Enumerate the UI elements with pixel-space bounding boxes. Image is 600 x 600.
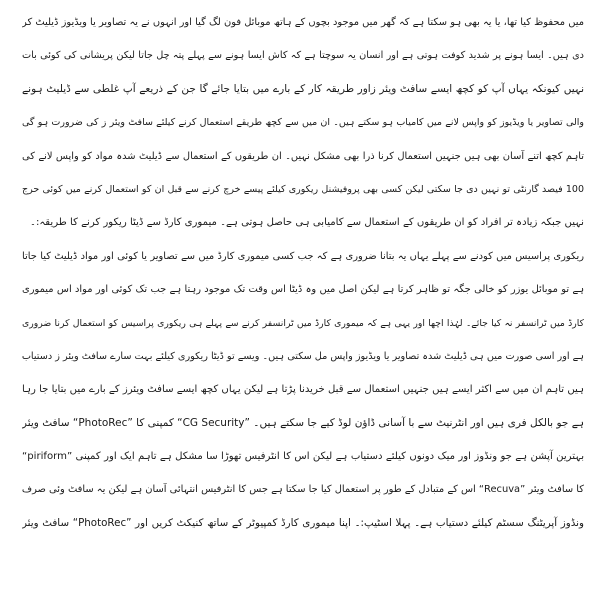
text-line: کا سافٹ ویئر ”Recuva“ اس کے متبادل کے طور پر استعمال کیا جا سکتا ہے جس کا انٹرفیس انتہائی آسان ہے لیکن یہ سافٹ وئی صرف xyxy=(22,484,584,496)
text-line: ہے جو بالکل فری ہیں اور انٹرنیٹ سے با آسانی ڈاؤن لوڈ کیے جا سکتے ہیں۔ ”CG Security“ کمپنی کا ”PhotoRec“ سافٹ ویئر xyxy=(22,416,584,429)
text-line: ونڈوز آپریٹنگ سسٹم کیلئے دستیاب ہے۔ پہلا اسٹیپ:۔ اپنا میموری کارڈ کمپیوٹر کے ساتھ کنیکٹ کریں اور ”PhotoRec“ سافٹ ویئر xyxy=(22,516,584,529)
text-line: نہیں کیونکہ یہاں آپ کو کچھ ایسے سافٹ ویئر زاور طریقہ کار کے بارے میں بتایا جائے گا جن کے ذریعے آپ غلطی سے ڈیلیٹ ہونے xyxy=(22,82,584,95)
text-line: ریکوری پراسیس میں کودنے سے پہلے یہاں یہ بتانا ضروری ہے کہ جب کسی میموری کارڈ میں سے تصاویر یا کوئی اور مواد ڈیلیٹ کیا جاتا xyxy=(22,250,584,262)
text-line: تاہم کچھ اتنے آسان بھی ہیں جنہیں استعمال کرنا ذرا بھی مشکل نہیں۔ ان طریقوں کے استعمال سے ڈیلیٹ شدہ مواد کو واپس لانے کی xyxy=(22,150,584,162)
text-line: ہے تو موبائل یوزر کو خالی جگہ تو ظاہر کرتا ہے لیکن اصل میں وہ ڈیٹا اس وقت تک موجود رہتا ہے جب تک کوئی اور مواد اس میموری xyxy=(22,284,584,296)
text-line: میں محفوظ کیا تھا، یا یہ بھی ہو سکتا ہے کہ گھر میں موجود بچوں کے ہاتھ موبائل فون لگ گیا اور انہوں نے یہ تصاویر یا ویڈیوز ڈیلیٹ کر xyxy=(22,17,584,28)
article-body xyxy=(22,6,584,540)
text-line: والی تصاویر یا ویڈیوز کو واپس لانے میں کامیاب ہو سکتے ہیں۔ ان میں سے کچھ طریقے استعمال کرنے کیلئے سافٹ ویئر ز کی ضرورت ہو گی xyxy=(22,117,584,129)
text-line: 100 فیصد گارنٹی تو نہیں دی جا سکتی لیکن کسی بھی پروفیشنل ریکوری کیلئے پیسے خرچ کرنے سے قبل ان کو استعمال کرنے میں کوئی حرج xyxy=(22,183,584,195)
text-line: بہترین آپشن ہے جو ونڈوز اور میک دونوں کیلئے دستیاب ہے لیکن اس کا انٹرفیس تھوڑا سا مشکل ہے تاہم ایک اور کمپنی ”piriform“ xyxy=(22,451,584,463)
text-line: ہے اور اسی صورت میں ہی ڈیلیٹ شدہ تصاویر یا ویڈیوز واپس مل سکتی ہیں۔ ویسے تو ڈیٹا ریکوری کیلئے بہت سارے سافٹ ویئر ز دستیاب xyxy=(22,350,584,362)
text-line: کارڈ میں ٹرانسفر نہ کیا جائے۔ لہٰذا اچھا اور یہی ہے کہ میموری کارڈ میں ٹرانسفر کرنے سے پہلے ہی ریکوری پراسیس کو استعمال کرنا ضروری xyxy=(22,317,584,329)
text-line: دی ہیں۔ ایسا ہونے پر شدید کوفت ہوتی ہے اور انسان یہ سوچتا ہے کہ کاش ایسا ہونے سے پہلے پتہ چل جاتا لیکن پریشانی کی کوئی بات xyxy=(22,50,584,62)
text-line: ہیں تاہم ان میں سے اکثر ایسے ہیں جنہیں استعمال سے قبل خریدنا پڑتا ہے لیکن یہاں کچھ ایسے سافٹ ویئرز کے بارے میں بتایا جا رہا xyxy=(22,384,584,396)
text-line: نہیں جبکہ زیادہ تر افراد کو ان طریقوں کے استعمال سے کامیابی ہی حاصل ہوتی ہے۔ میموری کارڈ سے ڈیٹا ریکور کرنے کا طریقہ:۔ xyxy=(30,217,584,229)
